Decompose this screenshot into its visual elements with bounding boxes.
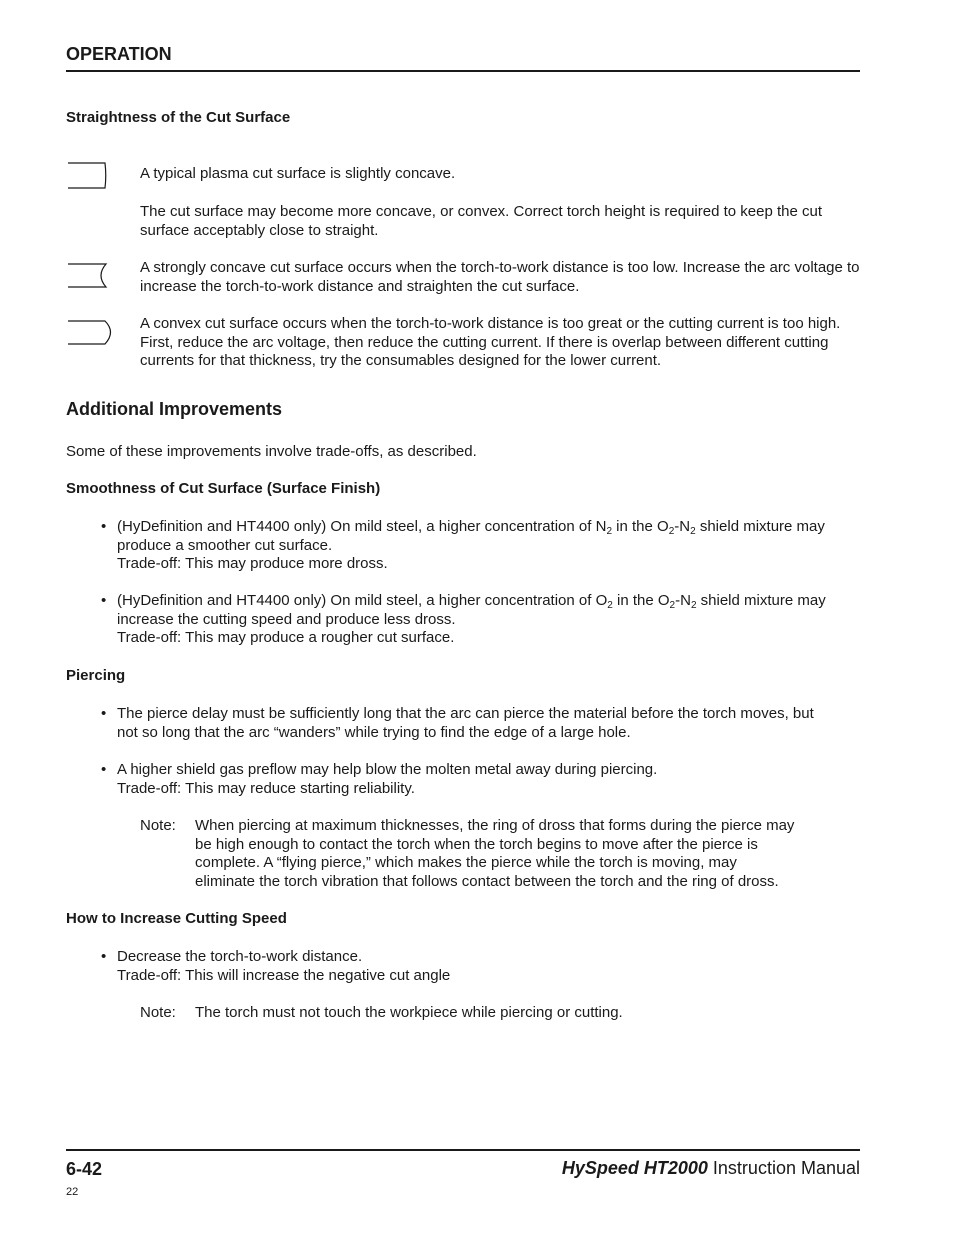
- cutting-speed-note-label: Note:: [140, 1004, 176, 1021]
- additional-intro: Some of these improvements involve trade-offs, as described.: [66, 443, 477, 460]
- product-brand: HySpeed HT2000: [561, 1158, 708, 1178]
- piercing-note-line-2: be high enough to contact the torch when the torch begins to move after the pierce is: [195, 835, 758, 853]
- bullet-marker: •: [101, 705, 107, 722]
- smoothness-bullet-1-tradeoff: Trade-off: This may produce more dross.: [117, 555, 388, 572]
- additional-improvements-heading: Additional Improvements: [66, 399, 283, 419]
- smoothness-bullet-1-line1: (HyDefinition and HT4400 only) On mild steel, a higher concentration of $N_2$ in the $O_2-N_2$ shield mixture may: [117, 518, 825, 537]
- smoothness-bullet-1-line2: produce a smoother cut surface.: [117, 536, 333, 554]
- piercing-bullet-1-line2: not so long that the arc “wanders” while trying to find the edge of a large hole.: [117, 723, 631, 741]
- convex-cut-profile-icon: [66, 318, 116, 348]
- cutting-speed-note-text: The torch must not touch the workpiece while piercing or cutting.: [195, 1004, 623, 1021]
- manual-label: Instruction Manual: [712, 1158, 860, 1178]
- piercing-note-line-4: eliminate the torch vibration that follows contact between the torch and the ring of dross.: [195, 872, 779, 890]
- straightness-heading: Straightness of the Cut Surface: [66, 109, 291, 126]
- smoothness-heading: Smoothness of Cut Surface (Surface Finish): [66, 480, 381, 497]
- smoothness-bullet-2-line2: increase the cutting speed and produce less dross.: [117, 610, 456, 628]
- piercing-bullet-2-tradeoff: Trade-off: This may reduce starting reliability.: [117, 779, 415, 797]
- cutting-speed-bullet-1-line1: Decrease the torch-to-work distance.: [117, 948, 363, 965]
- cutting-speed-heading: How to Increase Cutting Speed: [66, 910, 287, 927]
- smoothness-bullet-2-tradeoff: Trade-off: This may produce a rougher cut surface.: [117, 629, 455, 646]
- section-header: OPERATION: [66, 44, 172, 64]
- page-number: 22: [66, 1186, 79, 1198]
- straightness-text-1: A typical plasma cut surface is slightly concave.: [140, 165, 456, 182]
- header-rule: [66, 70, 860, 72]
- smoothness-bullet-2-line1: (HyDefinition and HT4400 only) On mild steel, a higher concentration of $O_2$ in the $O_2-N_2$ shield mixture may: [117, 592, 826, 611]
- straightness-text-4: A convex cut surface occurs when the torch-to-work distance is too great or the cutting current is too high. First, reduce the arc voltage, then reduce the cutting current. If there is overlap between different cutting currents for that thickness, try the consumables designed for the lower current.: [140, 315, 841, 369]
- piercing-note-line-1: When piercing at maximum thicknesses, the ring of dross that forms during the pierce may: [195, 817, 795, 834]
- bullet-marker: •: [101, 761, 107, 778]
- piercing-bullet-1-line1: The pierce delay must be sufficiently long that the arc can pierce the material before the torch moves, but: [117, 705, 814, 722]
- piercing-bullet-2-line1: A higher shield gas preflow may help blow the molten metal away during piercing.: [117, 761, 658, 778]
- bullet-marker: •: [101, 592, 107, 609]
- piercing-note-line-3: complete. A “flying pierce,” which makes the pierce while the torch is moving, may: [195, 854, 737, 871]
- piercing-heading: Piercing: [66, 667, 126, 684]
- concave-cut-profile-icon: [66, 262, 110, 290]
- piercing-note-label: Note:: [140, 817, 176, 834]
- bullet-marker: •: [101, 518, 107, 535]
- manual-title: [562, 1158, 860, 1179]
- section-page-number: 6-42: [66, 1159, 103, 1179]
- bullet-marker: •: [101, 948, 107, 965]
- straightness-text-3: A strongly concave cut surface occurs when the torch-to-work distance is too low. Increase the arc voltage to increase the torch-to-work distance and straighten the cut surface.: [140, 259, 860, 295]
- footer-rule: [66, 1149, 860, 1151]
- cutting-speed-bullet-1-tradeoff: Trade-off: This will increase the negative cut angle: [117, 966, 451, 984]
- straight-cut-profile-icon: [66, 162, 110, 190]
- straightness-text-2: The cut surface may become more concave, or convex. Correct torch height is required to keep the cut surface acceptably close to straight.: [140, 203, 822, 239]
